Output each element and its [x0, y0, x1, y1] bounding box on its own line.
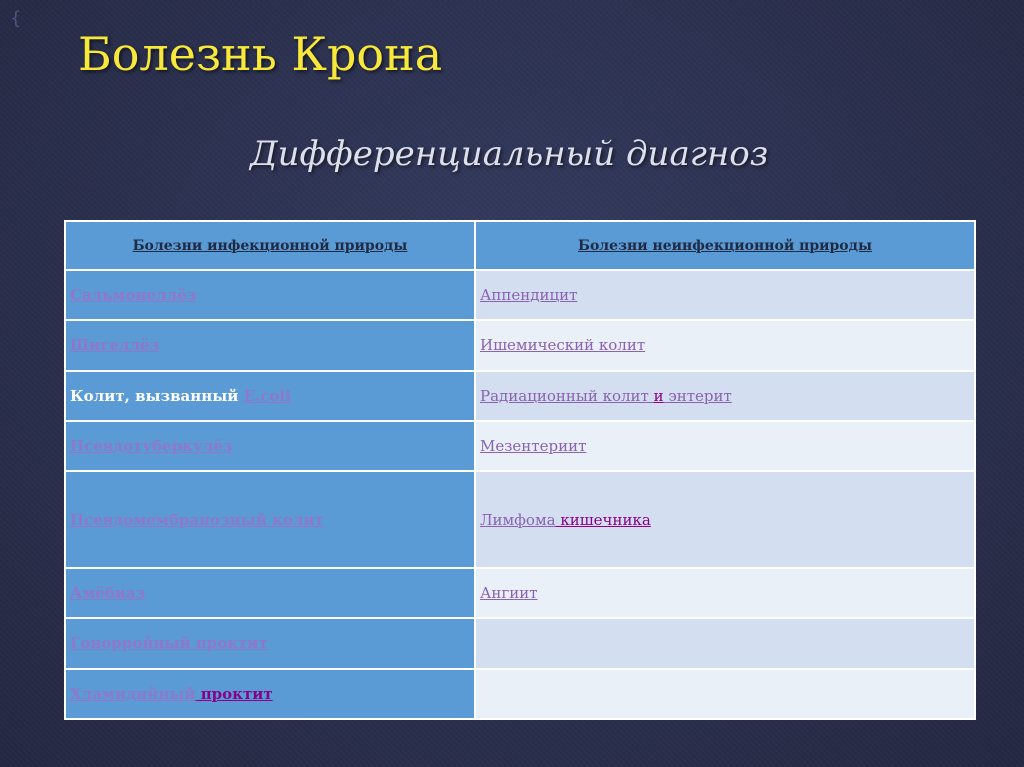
cell-noninfectious — [475, 270, 975, 320]
disease-link[interactable]: E.coli — [243, 386, 291, 405]
cell-infectious — [65, 421, 475, 471]
disease-link[interactable]: кишечника — [555, 510, 651, 529]
table-row — [65, 421, 975, 471]
cell-infectious — [65, 618, 475, 668]
disease-link[interactable]: проктит — [190, 634, 268, 653]
disease-link[interactable]: Шигеллёз — [70, 336, 160, 355]
table-row — [65, 669, 975, 719]
diagnosis-table — [64, 220, 976, 720]
table-row — [65, 320, 975, 370]
table-row — [65, 618, 975, 668]
cell-infectious — [65, 320, 475, 370]
cell-infectious — [65, 669, 475, 719]
table-row — [65, 471, 975, 568]
disease-text: Колит, вызванный — [70, 386, 244, 405]
disease-link[interactable]: Хламидийный — [70, 684, 196, 703]
cell-noninfectious-empty — [475, 669, 975, 719]
disease-link[interactable]: Псевдотуберкулёз — [70, 437, 233, 456]
disease-link-conjunction[interactable]: и — [653, 386, 664, 405]
disease-link[interactable]: Псевдомембранозный колит — [70, 510, 324, 529]
cell-noninfectious — [475, 320, 975, 370]
table-row — [65, 371, 975, 421]
disease-link[interactable]: проктит — [195, 684, 273, 703]
disease-link[interactable]: Аппендицит — [480, 286, 578, 305]
header-noninfectious — [475, 221, 975, 270]
cell-infectious — [65, 568, 475, 618]
disease-link[interactable]: энтерит — [663, 386, 732, 405]
cell-noninfectious-empty — [475, 618, 975, 668]
cell-noninfectious — [475, 421, 975, 471]
header-infectious — [65, 221, 475, 270]
header-infectious-label: Болезни инфекционной природы — [132, 237, 408, 254]
cell-infectious — [65, 270, 475, 320]
disease-link[interactable]: Ишемический колит — [480, 336, 646, 355]
slide-subtitle: Дифференциальный диагноз — [250, 134, 769, 174]
table-header-row — [65, 221, 975, 270]
table-row — [65, 568, 975, 618]
disease-link[interactable]: Мезентериит — [480, 437, 587, 456]
disease-link[interactable]: Амёбиаз — [70, 584, 146, 603]
disease-link[interactable]: Радиационный колит — [480, 386, 654, 405]
cell-infectious — [65, 471, 475, 568]
slide-title: Болезнь Крона — [78, 27, 443, 81]
header-noninfectious-label: Болезни неинфекционной природы — [577, 237, 872, 254]
disease-link[interactable]: Гонорройный — [70, 634, 191, 653]
cell-noninfectious — [475, 471, 975, 568]
cell-infectious — [65, 371, 475, 421]
differential-diagnosis-table — [64, 220, 974, 720]
table-row — [65, 270, 975, 320]
cell-noninfectious — [475, 568, 975, 618]
cell-noninfectious — [475, 371, 975, 421]
disease-link[interactable]: Ангиит — [480, 584, 538, 603]
disease-link[interactable]: Сальмонеллёз — [70, 286, 197, 305]
slide-corner-bracket: { — [10, 8, 22, 29]
disease-link[interactable]: Лимфома — [480, 510, 556, 529]
